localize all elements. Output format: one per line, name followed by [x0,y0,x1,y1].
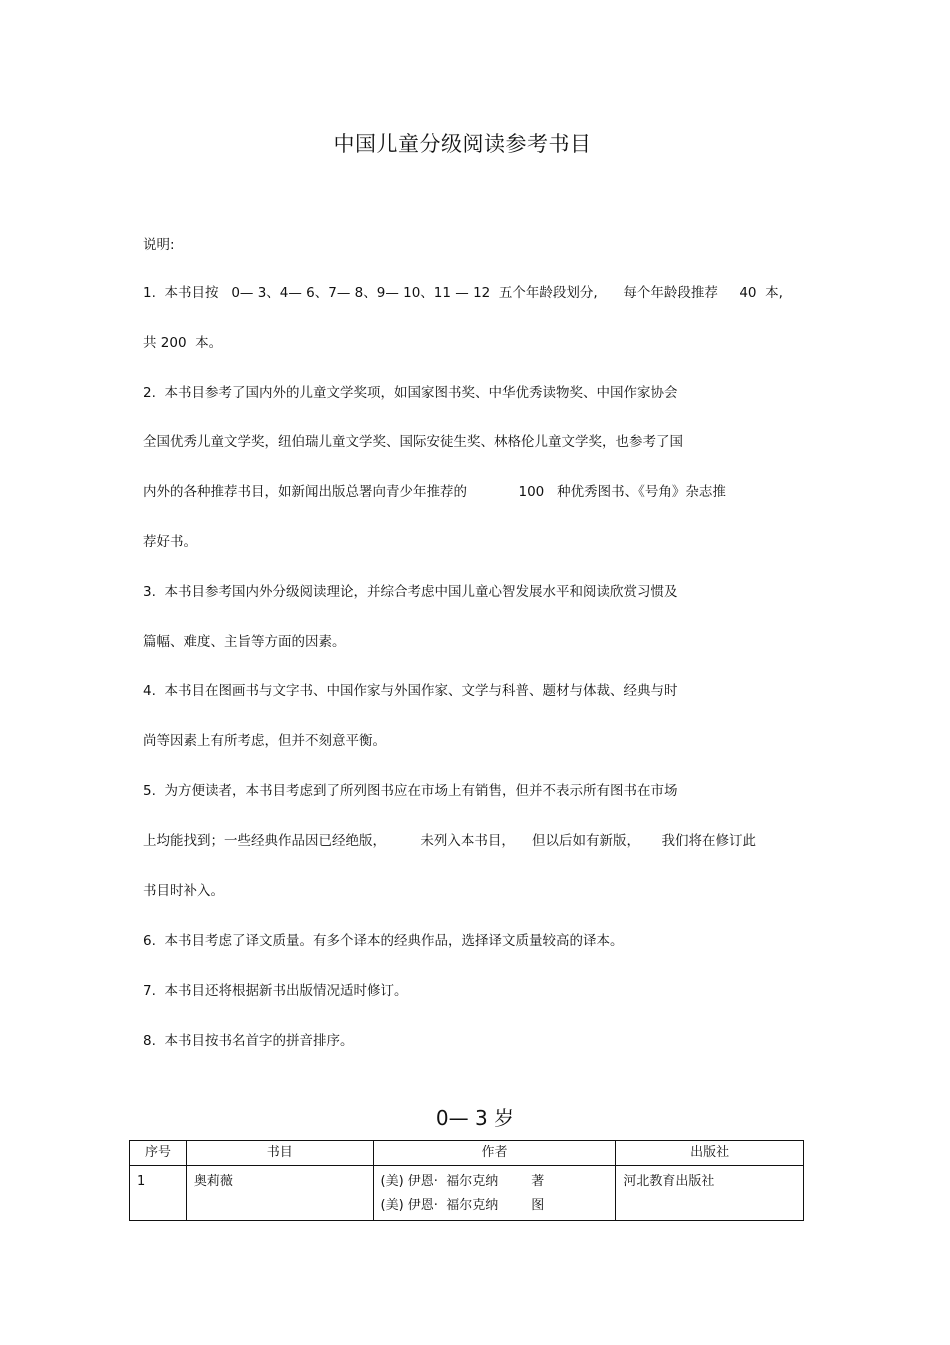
paragraph-line: 4. 本书目在图画书与文字书、中国作家与外国作家、文学与科普、题材与体裁、经典与时 [143,683,678,699]
book-list-table [129,1140,804,1221]
cell-authors [373,1166,616,1221]
column-header-publisher: 出版社 [616,1141,804,1166]
paragraph-line: 共 200 本。 [143,335,223,351]
paragraph-line: 7. 本书目还将根据新书出版情况适时修订。 [143,983,408,999]
cell-book-title: 奥莉薇 [186,1166,373,1221]
paragraph-line: 篇幅、难度、主旨等方面的因素。 [143,634,346,650]
author-line: (美) 伊恩· 福尔克纳 著 [380,1174,545,1189]
column-header-author: 作者 [373,1141,616,1166]
paragraph-line: 6. 本书目考虑了译文质量。有多个译本的经典作品，选择译文质量较高的译本。 [143,933,624,949]
document-title: 中国儿童分级阅读参考书目 [333,132,592,156]
paragraph-line: 2. 本书目参考了国内外的儿童文学奖项，如国家图书奖、中华优秀读物奖、中国作家协会 [143,385,678,401]
column-header-number: 序号 [130,1141,187,1166]
paragraph-line: 全国优秀儿童文学奖，纽伯瑞儿童文学奖、国际安徒生奖、林格伦儿童文学奖，也参考了国 [143,434,683,450]
table-header-row [130,1141,804,1166]
column-header-title: 书目 [186,1141,373,1166]
cell-number: 1 [130,1166,187,1221]
cell-publisher: 河北教育出版社 [616,1166,804,1221]
age-section-heading: 0— 3 岁 [435,1106,515,1130]
paragraph-line: 5. 为方便读者，本书目考虑到了所列图书应在市场上有销售，但并不表示所有图书在市场 [143,783,678,799]
paragraph-line: 内外的各种推荐书目，如新闻出版总署向青少年推荐的 100 种优秀图书、《号角》杂志推 [143,484,726,500]
note-label: 说明: [143,237,175,253]
paragraph-line: 荐好书。 [143,534,197,550]
paragraph-line: 1. 本书目按 0— 3、4— 6、7— 8、9— 10、11 — 12 五个年龄段划分, 每个年龄段推荐 40 本, [143,285,783,301]
paragraph-line: 8. 本书目按书名首字的拼音排序。 [143,1033,354,1049]
paragraph-line: 3. 本书目参考国内外分级阅读理论，并综合考虑中国儿童心智发展水平和阅读欣赏习惯及 [143,584,678,600]
table-row [130,1166,804,1221]
paragraph-line: 书目时补入。 [143,883,224,899]
paragraph-line: 上均能找到；一些经典作品因已经绝版， 未列入本书目， 但以后如有新版， 我们将在修订此 [143,833,756,849]
author-line: (美) 伊恩· 福尔克纳 图 [380,1198,545,1213]
paragraph-line: 尚等因素上有所考虑，但并不刻意平衡。 [143,733,386,749]
